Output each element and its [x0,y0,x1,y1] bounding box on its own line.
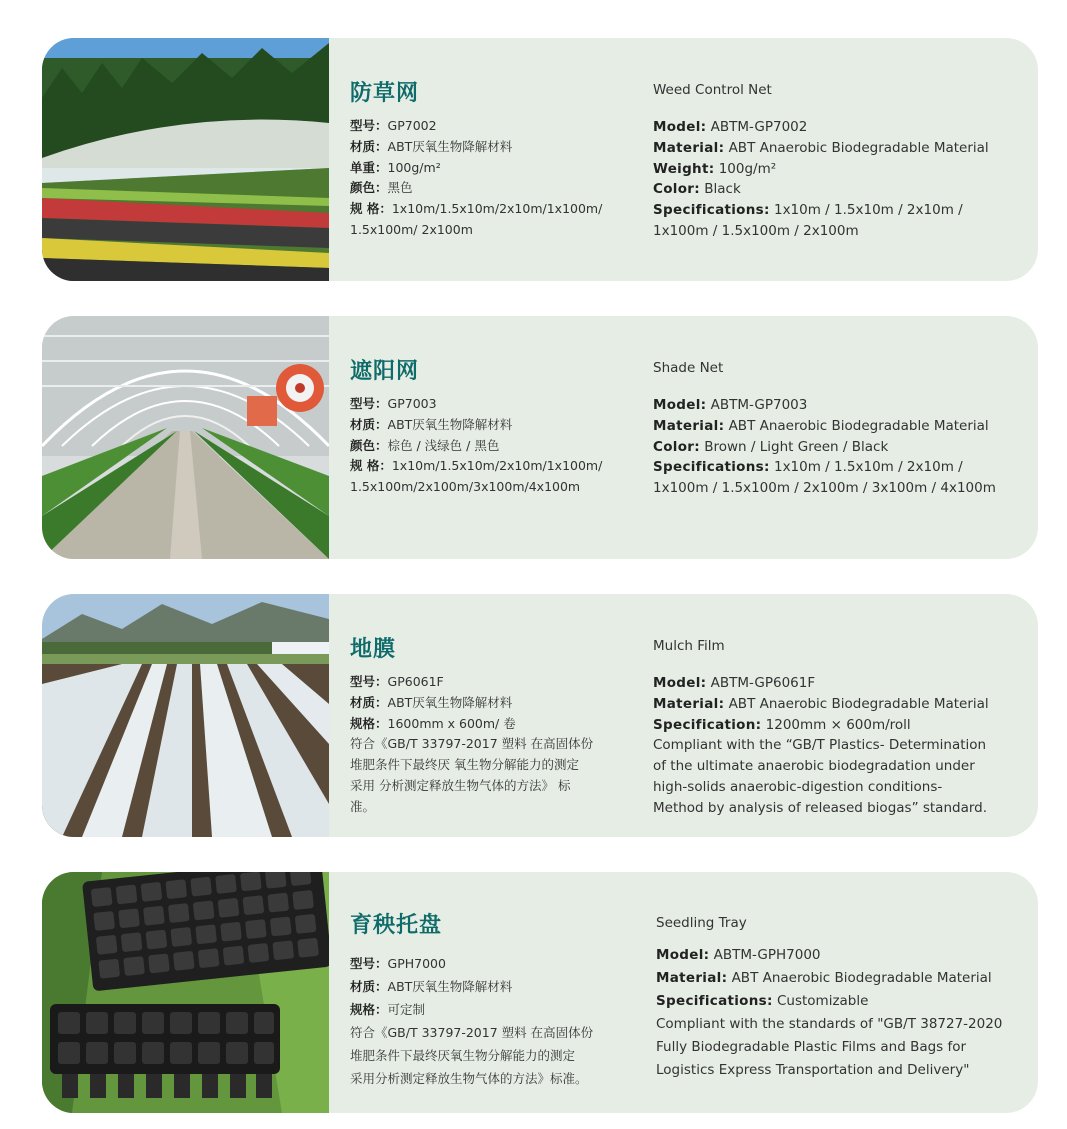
spec-line: 规格：可定制 [350,1002,426,1017]
spec-line: Color: Black [653,181,741,198]
spec-line: 型号：GP6061F [350,674,444,689]
spec-line: Weight: 100g/m² [653,160,777,177]
spec-line: Model: ABTM-GPH7000 [656,947,821,963]
spec-line: 采用 分析测定释放生物气体的方法》 标 [350,777,571,793]
spec-line: Specification: 1200mm × 600m/roll [653,716,911,733]
spec-line: 材质：ABT厌氧生物降解材料 [350,138,513,154]
spec-line: of the ultimate anaerobic biodegradation under [653,758,975,775]
spec-line: 采用分析测定释放生物气体的方法》标准。 [350,1071,588,1086]
spec-line: 1.5x100m/ 2x100m [350,221,473,237]
product-title-en: Shade Net [653,360,724,376]
spec-line: 1x100m / 1.5x100m / 2x100m / 3x100m / 4x100m [653,480,996,497]
spec-line: Model: ABTM-GP6061F [653,675,816,691]
spec-line: 规 格：1x10m/1.5x10m/2x10m/1x100m/ [350,458,603,474]
product-title-zh: 育秧托盘 [350,913,443,938]
product-title-en: Weed Control Net [653,82,772,98]
product-title-en: Seedling Tray [656,915,747,931]
spec-line: high-solids anaerobic-digestion conditions- [653,778,943,795]
spec-line: Material: ABT Anaerobic Biodegradable Material [653,139,989,156]
spec-line: 准。 [350,798,376,814]
spec-line: Model: ABTM-GP7003 [653,397,808,413]
spec-line: 型号：GP7002 [350,118,437,133]
spec-line: Method by analysis of released biogas” standard. [653,799,988,816]
spec-line: Compliant with the “GB/T Plastics- Determination [653,737,987,754]
product-title-zh: 防草网 [350,81,420,106]
spec-line: 颜色：棕色 / 浅绿色 / 黑色 [350,437,500,453]
spec-line: Compliant with the standards of "GB/T 38727-2020 [656,1016,1003,1032]
product-card-mulch-film [42,594,1038,837]
spec-line: 规格：1600mm x 600m/ 卷 [350,715,516,731]
product-photo-shade-net [42,316,329,559]
product-card-shade-net [42,316,1038,559]
spec-line: 颜色：黑色 [350,180,413,196]
spec-line: 1.5x100m/2x100m/3x100m/4x100m [350,479,581,495]
spec-line: 单重：100g/m² [350,159,441,175]
spec-line: 型号：GPH7000 [350,956,446,971]
spec-line: Material: ABT Anaerobic Biodegradable Material [653,417,989,434]
spec-line: Specifications: 1x10m / 1.5x10m / 2x10m / [653,459,963,476]
spec-line: Specifications: Customizable [656,993,869,1009]
spec-line: 1x100m / 1.5x100m / 2x100m [653,222,859,239]
spec-line: Specifications: 1x10m / 1.5x10m / 2x10m / [653,202,963,219]
product-photo-seedling-tray [42,872,329,1113]
product-title-zh: 遮阳网 [350,359,420,384]
spec-line: 材质：ABT厌氧生物降解材料 [350,694,513,710]
spec-line: 型号：GP7003 [350,396,437,411]
spec-line: Material: ABT Anaerobic Biodegradable Material [656,970,992,986]
spec-line: 材质：ABT厌氧生物降解材料 [350,416,513,432]
spec-line: Logistics Express Transportation and Delivery" [656,1062,970,1078]
spec-line: 堆肥条件下最终厌 氧生物分解能力的测定 [350,757,579,773]
product-card-weed-control-net [42,38,1038,281]
spec-line: Material: ABT Anaerobic Biodegradable Material [653,695,989,712]
product-photo-weed-net [42,38,329,281]
spec-line: 材质：ABT厌氧生物降解材料 [350,979,513,994]
spec-line: 符合《GB/T 33797-2017 塑料 在高固体份 [350,736,594,752]
spec-line: Model: ABTM-GP7002 [653,119,808,135]
spec-line: 堆肥条件下最终厌氧生物分解能力的测定 [350,1048,576,1063]
spec-line: 符合《GB/T 33797-2017 塑料 在高固体份 [350,1025,594,1040]
product-photo-mulch-film [42,594,329,837]
spec-line: Fully Biodegradable Plastic Films and Bags for [656,1039,967,1055]
product-card-seedling-tray [42,872,1038,1113]
spec-line: Color: Brown / Light Green / Black [653,438,889,455]
product-title-en: Mulch Film [653,638,725,654]
product-title-zh: 地膜 [350,637,397,662]
spec-line: 规 格：1x10m/1.5x10m/2x10m/1x100m/ [350,201,603,217]
